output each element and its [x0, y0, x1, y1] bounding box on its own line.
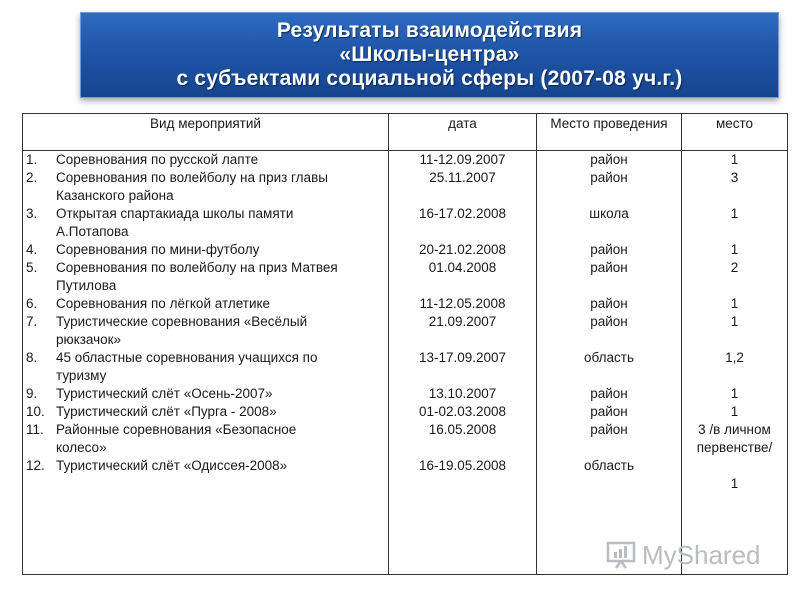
dates-cell — [389, 151, 537, 575]
body-row — [23, 151, 788, 575]
venue-value: школа — [589, 206, 629, 221]
date-value — [389, 277, 536, 295]
place-value — [682, 457, 787, 475]
date-value: 16-17.02.2008 — [418, 206, 507, 221]
date-value: 25.11.2007 — [429, 170, 496, 185]
header-venue: Место проведения — [537, 114, 682, 151]
event-title-line: Соревнования по волейболу на приз Матвея — [56, 260, 338, 275]
venue-value — [537, 223, 681, 241]
event-title-line: Туристический слёт «Пурга - 2008» — [56, 404, 277, 419]
event-title — [56, 151, 388, 169]
place-value: 1 — [730, 152, 739, 167]
date-value: 13-17.09.2007 — [418, 350, 507, 365]
date-value: 16-19.05.2008 — [418, 458, 507, 473]
event-item — [23, 241, 388, 259]
event-title — [56, 403, 388, 421]
place-value: 1 — [730, 206, 739, 221]
venues-column — [537, 151, 681, 475]
venues-cell — [537, 151, 682, 575]
watermark-text: MyShared — [642, 539, 761, 570]
venue-value: область — [584, 458, 634, 473]
event-title-line: туризму — [56, 368, 107, 383]
event-number: 5. — [26, 260, 38, 275]
event-title-line: Соревнования по лёгкой атлетике — [56, 296, 271, 311]
event-number: 6. — [26, 296, 38, 311]
event-title-line: Туристические соревнования «Весёлый — [56, 314, 308, 329]
venue-value: район — [590, 170, 628, 185]
watermark-logo — [606, 537, 766, 573]
event-title-line: рюкзачок» — [56, 332, 122, 347]
event-item — [23, 349, 388, 385]
event-item — [23, 151, 388, 169]
event-title — [56, 385, 388, 403]
place-value — [682, 331, 787, 349]
event-item — [23, 421, 388, 457]
places-column — [682, 151, 787, 493]
event-title-line: колесо» — [56, 440, 107, 455]
event-item — [23, 259, 388, 295]
date-value: 20-21.02.2008 — [418, 242, 507, 257]
event-title-line: Туристический слёт «Одиссея-2008» — [56, 458, 288, 473]
date-value — [389, 367, 536, 385]
event-title-line: Соревнования по мини-футболу — [56, 242, 260, 257]
events-cell — [23, 151, 389, 575]
event-title-line: Путилова — [56, 278, 117, 293]
header-date: дата — [389, 114, 537, 151]
venue-value: район — [590, 242, 628, 257]
event-title-line: 45 областные соревнования учащихся по — [56, 350, 318, 365]
event-title-line: Соревнования по волейболу на приз главы — [56, 170, 328, 185]
date-value: 01-02.03.2008 — [418, 404, 507, 419]
place-value: 1 — [730, 386, 739, 401]
venue-value — [537, 187, 681, 205]
event-title-line: Соревнования по русской лапте — [56, 152, 259, 167]
venue-value: район — [590, 422, 628, 437]
venue-value: район — [590, 260, 628, 275]
event-title — [56, 259, 388, 295]
title-banner — [80, 12, 779, 98]
event-item — [23, 169, 388, 205]
event-title-line: Туристический слёт «Осень-2007» — [56, 386, 273, 401]
event-item — [23, 313, 388, 349]
date-value — [389, 439, 536, 457]
place-value: 1 — [730, 476, 739, 491]
place-value: 1 — [730, 242, 739, 257]
presentation-icon — [606, 540, 638, 570]
header-place: место — [682, 114, 788, 151]
event-title-line: Казанского района — [56, 188, 174, 203]
event-number: 4. — [26, 242, 38, 257]
event-number: 10. — [26, 404, 45, 419]
event-title — [56, 169, 388, 205]
venue-value: район — [590, 386, 628, 401]
title-line-1: Результаты взаимодействия — [276, 19, 583, 42]
places-cell — [682, 151, 788, 575]
place-value: 1,2 — [725, 350, 744, 365]
venue-value — [537, 439, 681, 457]
venue-value: район — [590, 296, 628, 311]
place-value: первенстве/ — [696, 440, 773, 455]
header-row — [23, 114, 788, 151]
place-value: 3 /в личном — [698, 422, 771, 437]
event-number: 1. — [26, 152, 38, 167]
place-value: 1 — [730, 314, 739, 329]
date-value: 13.10.2007 — [428, 386, 497, 401]
header-events: Вид мероприятий — [23, 114, 389, 151]
event-title-line: Районные соревнования «Безопасное — [56, 422, 297, 437]
date-value — [389, 223, 536, 241]
event-item — [23, 457, 388, 475]
event-item — [23, 295, 388, 313]
events-list — [23, 151, 388, 475]
place-value — [682, 187, 787, 205]
results-table — [22, 113, 788, 575]
event-title-line: А.Потапова — [56, 224, 129, 239]
place-value: 1 — [730, 404, 739, 419]
date-value: 21.09.2007 — [428, 314, 497, 329]
event-number: 7. — [26, 314, 38, 329]
venue-value: район — [590, 152, 628, 167]
date-value — [389, 331, 536, 349]
venue-value: область — [584, 350, 634, 365]
venue-value — [537, 367, 681, 385]
date-value: 11-12.09.2007 — [419, 152, 506, 167]
date-value: 11-12.05.2008 — [419, 296, 506, 311]
place-value — [682, 367, 787, 385]
venue-value: район — [590, 314, 628, 329]
event-item — [23, 403, 388, 421]
date-value — [389, 187, 536, 205]
event-title — [56, 457, 388, 475]
event-title — [56, 205, 388, 241]
title-line-3: с субъектами социальной сферы (2007-08 уч.г.) — [176, 67, 683, 90]
date-value: 16.05.2008 — [428, 422, 497, 437]
place-value — [682, 223, 787, 241]
event-item — [23, 205, 388, 241]
event-title — [56, 295, 388, 313]
dates-column — [389, 151, 536, 475]
event-number: 9. — [26, 386, 38, 401]
place-value: 1 — [730, 296, 739, 311]
date-value: 01.04.2008 — [428, 260, 497, 275]
event-item — [23, 385, 388, 403]
venue-value — [537, 277, 681, 295]
event-number: 12. — [26, 458, 45, 473]
event-title — [56, 313, 388, 349]
venue-value — [537, 331, 681, 349]
event-number: 11. — [26, 422, 44, 437]
event-title — [56, 241, 388, 259]
event-number: 8. — [26, 350, 38, 365]
event-title-line: Открытая спартакиада школы памяти — [56, 206, 294, 221]
place-value — [682, 277, 787, 295]
event-number: 2. — [26, 170, 38, 185]
place-value: 2 — [730, 260, 739, 275]
event-title — [56, 349, 388, 385]
event-number: 3. — [26, 206, 38, 221]
event-title — [56, 421, 388, 457]
place-value: 3 — [730, 170, 739, 185]
title-line-2: «Школы-центра» — [339, 43, 520, 66]
venue-value: район — [590, 404, 628, 419]
